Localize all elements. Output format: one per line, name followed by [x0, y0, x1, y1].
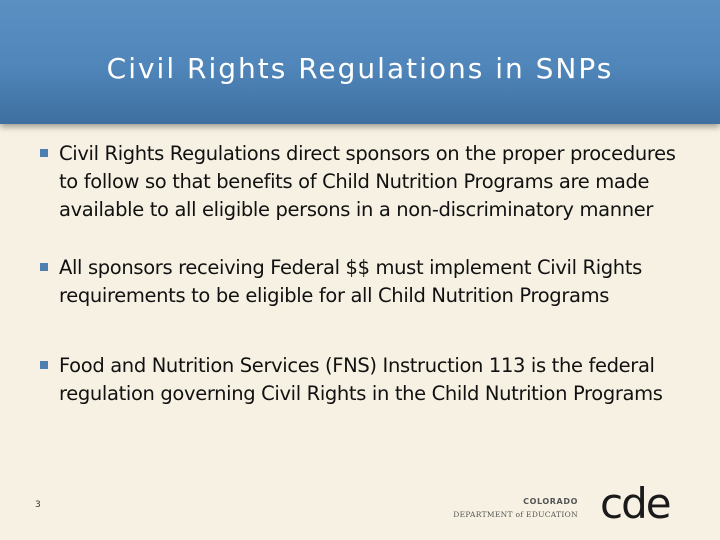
- square-bullet-icon: [40, 361, 48, 369]
- bullet-text: Civil Rights Regulations direct sponsors on the proper procedures to follow so that benefits of Child Nutrition Programs are made available to all eligible persons in a non-discriminatory manner: [59, 142, 676, 221]
- page-number: 3: [35, 500, 41, 510]
- square-bullet-icon: [40, 263, 48, 271]
- bullet-list: [38, 140, 698, 408]
- bullet-text: Food and Nutrition Services (FNS) Instruction 113 is the federal regulation governing Civil Rights in the Child Nutrition Programs: [59, 354, 663, 405]
- title-bar: [0, 0, 720, 124]
- logo-mark: cde: [600, 479, 670, 528]
- square-bullet-icon: [40, 149, 48, 157]
- bullet-text: All sponsors receiving Federal $$ must implement Civil Rights requirements to be eligible for all Child Nutrition Programs: [59, 256, 642, 307]
- logo-department-text: DEPARTMENT of EDUCATION: [453, 510, 578, 519]
- logo-state-text: COLORADO: [523, 497, 578, 506]
- bullet-item: [38, 140, 698, 224]
- bullet-item: [38, 254, 698, 310]
- cde-logo: [453, 479, 696, 528]
- bullet-item: [38, 352, 698, 408]
- slide-title: Civil Rights Regulations in SNPs: [106, 52, 614, 85]
